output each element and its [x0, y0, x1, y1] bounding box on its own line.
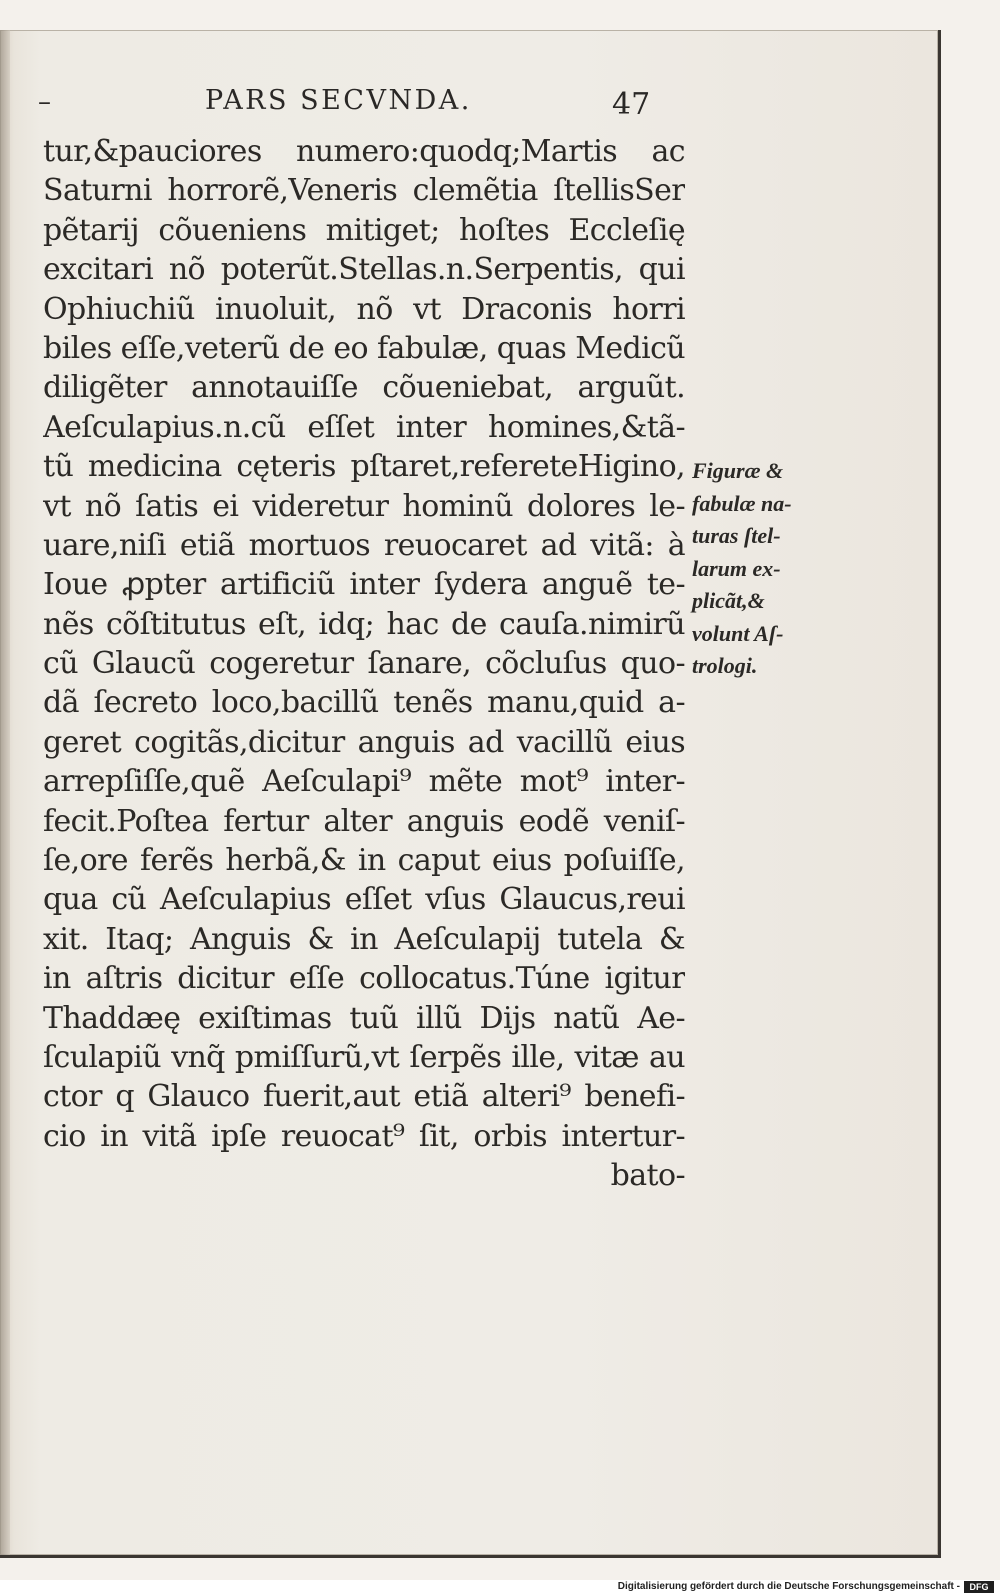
text-line: in aſtris dicitur eſſe collocatus.Túne igitur [43, 961, 685, 997]
text-line: ſe,ore ferẽs herbã,& in caput eius poſuiſſe, [43, 843, 685, 879]
text-line: diligẽter annotauiſſe cõueniebat, arguũt. [43, 370, 685, 406]
dfg-logo: DFG [964, 1581, 994, 1593]
text-line: fecit.Poſtea fertur alter anguis eodẽ veniſ- [43, 803, 685, 839]
marginal-note-line: larum ex- [692, 555, 781, 581]
catchword: bato- [610, 1158, 685, 1194]
text-line: Aeſculapius.n.cũ eſſet inter homines,&tã- [43, 409, 685, 445]
text-line: Ophiuchiũ inuoluit, nõ vt Draconis horri [43, 291, 685, 327]
text-line: excitari nõ poterũt.Stellas.n.Serpentis, qui [43, 252, 685, 288]
marginal-note [692, 455, 842, 683]
marginal-note-line: plicãt,& [692, 588, 765, 613]
marginal-note-line: Figuræ & [692, 458, 784, 483]
text-line: arrepſiſſe,quẽ Aeſculapi⁹ mẽte mot⁹ inter- [43, 764, 685, 800]
text-line: cio in vitã ipſe reuocat⁹ ſit, orbis intertur- [43, 1118, 685, 1154]
text-line: Thaddæę exiſtimas tuũ illũ Dijs natũ Ae- [43, 1000, 685, 1036]
marginal-note-line: volunt Aſ- [692, 620, 784, 646]
running-head [0, 85, 1000, 125]
text-line: biles eſſe,veterũ de eo fabulæ, quas Medicũ [43, 330, 685, 366]
text-line: ctor q Glauco fuerit,aut etiã alteri⁹ benefi- [43, 1079, 685, 1115]
page-number: 47 [612, 87, 651, 122]
page-gutter-shadow [0, 30, 10, 1555]
text-line: cũ Glaucũ cogeretur ſanare, cõcluſus quo- [43, 646, 685, 682]
text-line: tũ medicina cęteris pſtaret,refereteHigino, [43, 449, 685, 485]
running-head-dash: – [38, 87, 51, 117]
text-line: uare,niſi etiã mortuos reuocaret ad vitã: à [43, 527, 685, 563]
marginal-note-line: trologi. [692, 653, 758, 678]
text-line: Saturni horrorẽ,Veneris clemẽtia ſtellisSer [43, 173, 685, 209]
main-text-block [43, 132, 685, 1196]
text-line: nẽs cõſtitutus eſt, idq; hac de cauſa.nimirũ [43, 606, 685, 642]
footer-bar [0, 1580, 1000, 1595]
text-line: qua cũ Aeſculapius eſſet vſus Glaucus,reui [43, 882, 685, 918]
text-line: pẽtarij cõueniens mitiget; hoſtes Eccleſię [43, 212, 685, 248]
running-head-title: PARS SECVNDA. [205, 85, 472, 116]
funding-credit: Digitalisierung gefördert durch die Deutsche Forschungsgemeinschaft - [617, 1581, 960, 1592]
text-line: Ioue ꝓpter artificiũ inter ſydera anguẽ te- [43, 567, 685, 603]
marginal-note-line: turas ſtel- [692, 523, 781, 548]
text-line: tur,&pauciores numero:quodq;Martis ac [43, 134, 685, 169]
text-line: xit. Itaq; Anguis & in Aeſculapij tutela & [43, 921, 685, 957]
marginal-note-line: fabulæ na- [692, 490, 792, 516]
text-line: dã ſecreto loco,bacillũ tenẽs manu,quid a- [43, 685, 685, 721]
text-line: geret cogitãs,dicitur anguis ad vacillũ eius [43, 724, 685, 760]
text-line: vt nõ ſatis ei videretur hominũ dolores le- [43, 488, 685, 524]
text-line: ſculapiũ vnq̃ pmiſſurũ,vt ſerpẽs ille, vitæ au [43, 1039, 685, 1075]
